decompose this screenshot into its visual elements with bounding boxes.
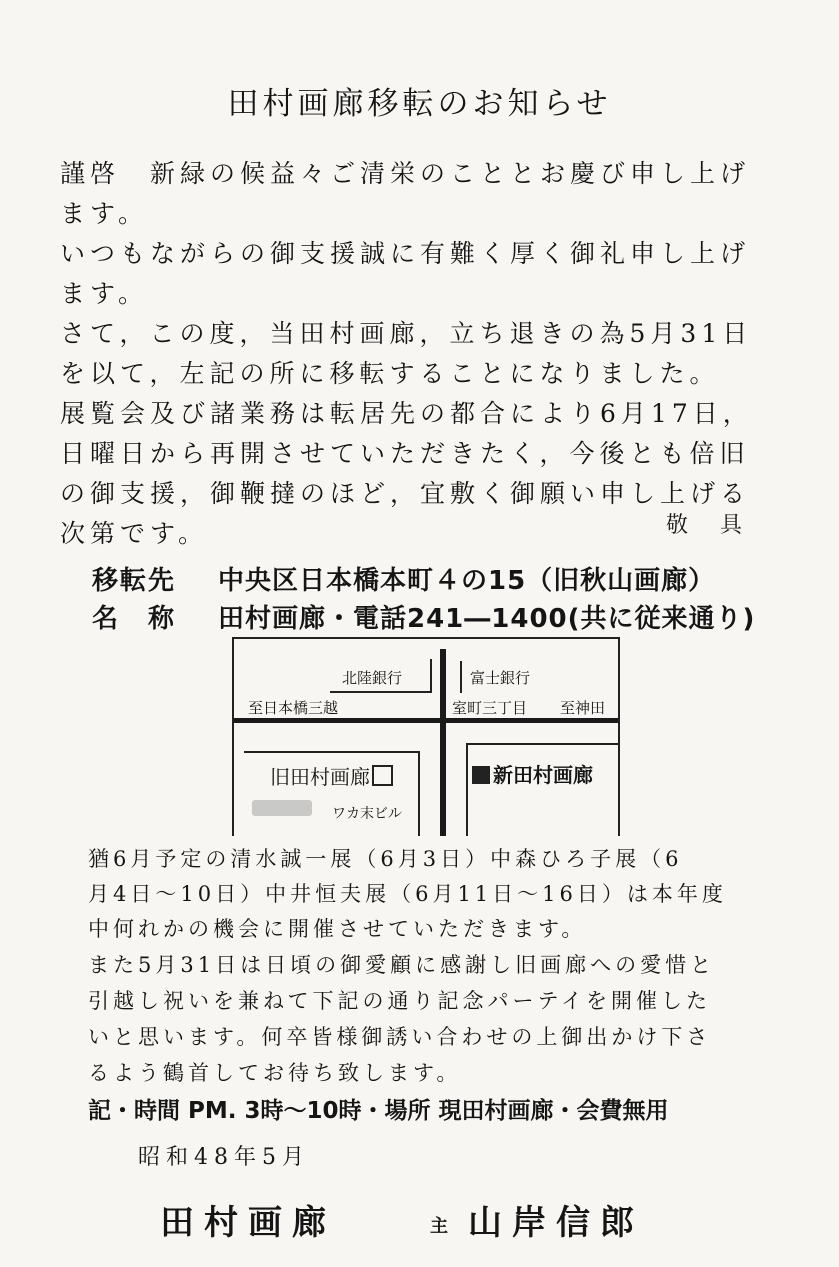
note-line: 引越し祝いを兼ねて下記の通り記念パーテイを開催した [88,989,712,1013]
map-line [430,659,432,693]
map-line [244,751,420,753]
note-line: いと思います。何卒皆様御誘い合わせの上御出かけ下さ [88,1025,712,1049]
address-value: 中央区日本橋本町４の15（旧秋山画廊） [218,566,716,596]
road-mid-label: 室町三丁目 [452,699,528,717]
cross-road [440,649,446,836]
main-road [234,718,618,723]
blurred-stamp [252,800,312,816]
map-line [466,743,620,745]
issue-date: 昭和48年5月 [138,1145,310,1170]
letter-line: 日曜日から再開させていただきたく，今後とも倍旧 [60,439,750,468]
road-west-label: 至日本橋三越 [248,699,339,717]
road-east-label: 至神田 [560,699,606,717]
map-line [466,743,468,836]
note-line: 中何れかの機会に開催させていただきます。 [88,917,587,941]
note-line: また5月31日は日頃の御愛顧に感謝し旧画廊への愛惜と [88,953,716,977]
letter-line: の御支援，御鞭撻のほど，宜敷く御願い申し上げる [60,479,751,508]
map-line [460,661,462,693]
party-details: 記・時間 PM. 3時～10時・場所 現田村画廊・会費無用 [88,1098,669,1124]
note-line: るよう鶴首してお待ち致します。 [88,1061,462,1085]
name-label: 名 称 [92,604,177,634]
old-gallery-label: 旧田村画廊 [270,765,370,789]
signature-gallery: 田村画廊 [160,1203,336,1243]
signature-role: 主 [430,1216,448,1237]
bank-right-label: 富士銀行 [470,669,531,687]
new-gallery [472,759,593,788]
name-value: 田村画廊・電話241―1400(共に従来通り) [218,604,756,634]
letter-line: いつもながらの御支援誠に有難く厚く御礼申し上げ [60,239,751,268]
empty-square-icon [372,765,393,786]
note-line: 月4日～10日）中井恒夫展（6月11日～16日）は本年度 [88,882,727,906]
letter-line: 展覧会及び諸業務は転居先の都合により6月17日， [60,399,753,428]
map-line [418,751,420,836]
location-map [232,637,620,836]
filled-square-icon [472,766,490,784]
address-label: 移転先 [92,566,177,596]
letter-line: 次第です。 [60,519,209,548]
note-line: 猶6月予定の清水誠一展（6月3日）中森ひろ子展（6 [88,847,683,871]
map-line [330,691,430,693]
building-label: ワカ末ビル [332,806,402,822]
closing: 敬 具 [666,513,748,538]
letter-line: ます。 [60,279,149,308]
letter-line: ます。 [60,199,149,228]
letter-line: 謹啓 新緑の候益々ご清栄のこととお慶び申し上げ [60,159,751,188]
bank-left-label: 北陸銀行 [342,669,403,687]
signature-owner: 山岸信郎 [468,1203,644,1243]
letter-line: さて，この度，当田村画廊，立ち退きの為5月31日 [60,319,753,348]
new-gallery-label: 新田村画廊 [493,763,593,787]
page-title: 田村画廊移転のお知らせ [227,86,612,122]
letter-line: を以て，左記の所に移転することになりました。 [60,359,720,388]
old-gallery [270,761,393,790]
